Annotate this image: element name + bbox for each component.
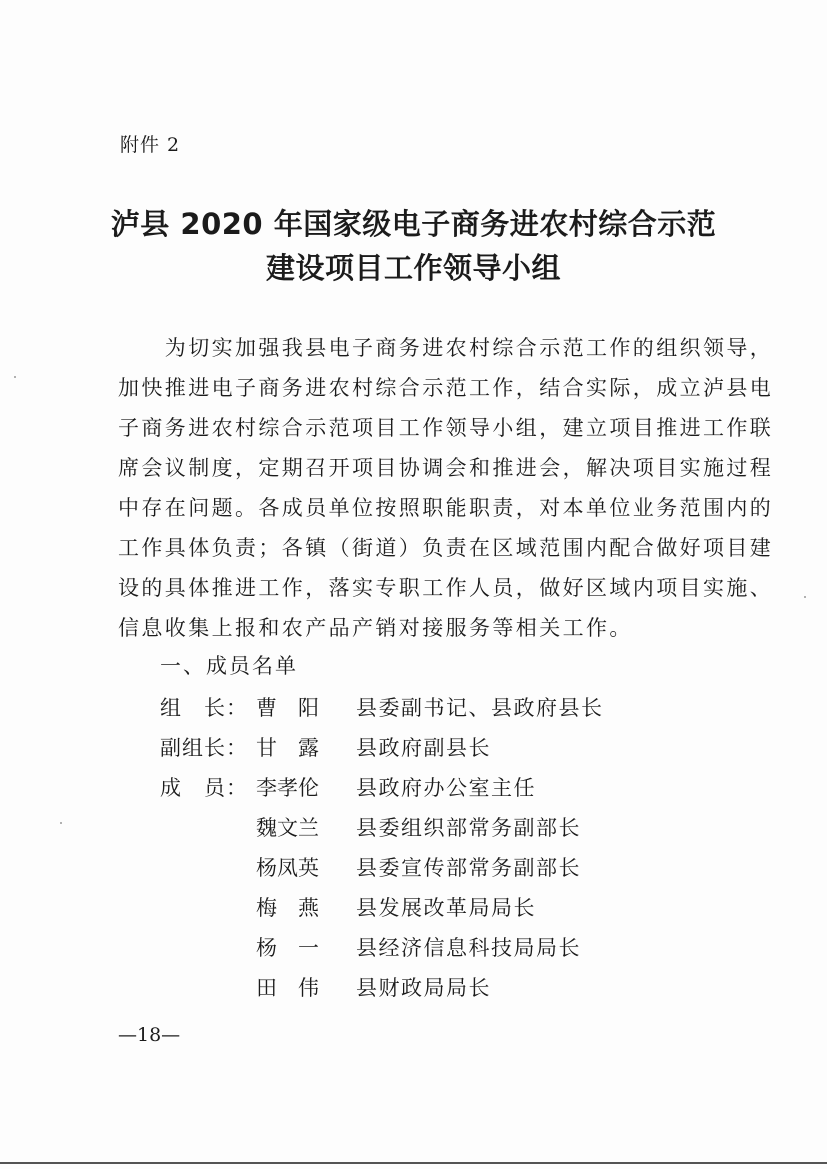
paragraph-line: 为切实加强我县电子商务进农村综合示范工作的组织领导， xyxy=(118,336,774,360)
paragraph-line: 子商务进农村综合示范项目工作领导小组，建立项目推进工作联 xyxy=(118,416,774,440)
member-role: 组 长： xyxy=(160,696,248,720)
member-post: 县发展改革局局长 xyxy=(356,896,536,920)
page-number: —18— xyxy=(118,1024,181,1046)
member-name: 杨 一 xyxy=(256,936,319,960)
member-name: 曹 阳 xyxy=(256,696,319,720)
member-role: 副组长： xyxy=(160,736,248,760)
member-post: 县委组织部常务副部长 xyxy=(356,816,581,840)
paragraph-line: 席会议制度，定期召开项目协调会和推进会，解决项目实施过程 xyxy=(118,456,774,480)
attachment-label: 附件 2 xyxy=(120,134,181,156)
member-post: 县委副书记、县政府县长 xyxy=(356,696,604,720)
member-name: 梅 燕 xyxy=(256,896,319,920)
paragraph-line: 中存在问题。各成员单位按照职能职责，对本单位业务范围内的 xyxy=(118,496,774,520)
member-name: 杨凤英 xyxy=(256,856,319,880)
member-name: 李孝伦 xyxy=(256,776,319,800)
document-title-line-1: 泸县 2020 年国家级电子商务进农村综合示范 xyxy=(110,207,717,241)
paragraph-line: 信息收集上报和农产品产销对接服务等相关工作。 xyxy=(118,616,633,640)
member-post: 县政府办公室主任 xyxy=(356,776,536,800)
member-post: 县财政局局长 xyxy=(356,976,491,1000)
paragraph-line: 设的具体推进工作，落实专职工作人员，做好区域内项目实施、 xyxy=(118,576,774,600)
member-post: 县经济信息科技局局长 xyxy=(356,936,581,960)
paragraph-line: 工作具体负责；各镇（街道）负责在区域范围内配合做好项目建 xyxy=(118,536,774,560)
member-name: 甘 露 xyxy=(256,736,319,760)
scan-speck xyxy=(60,822,62,824)
member-name: 魏文兰 xyxy=(256,816,319,840)
section-heading-members: 一、成员名单 xyxy=(160,654,298,678)
document-title-line-2: 建设项目工作领导小组 xyxy=(265,251,561,285)
member-role: 成 员： xyxy=(160,776,248,800)
scan-speck xyxy=(14,376,16,378)
member-name: 田 伟 xyxy=(256,976,319,1000)
bottom-rule xyxy=(0,1162,827,1164)
member-post: 县政府副县长 xyxy=(356,736,491,760)
scan-speck xyxy=(804,596,806,598)
paragraph-line: 加快推进电子商务进农村综合示范工作，结合实际，成立泸县电 xyxy=(118,376,774,400)
member-post: 县委宣传部常务副部长 xyxy=(356,856,581,880)
